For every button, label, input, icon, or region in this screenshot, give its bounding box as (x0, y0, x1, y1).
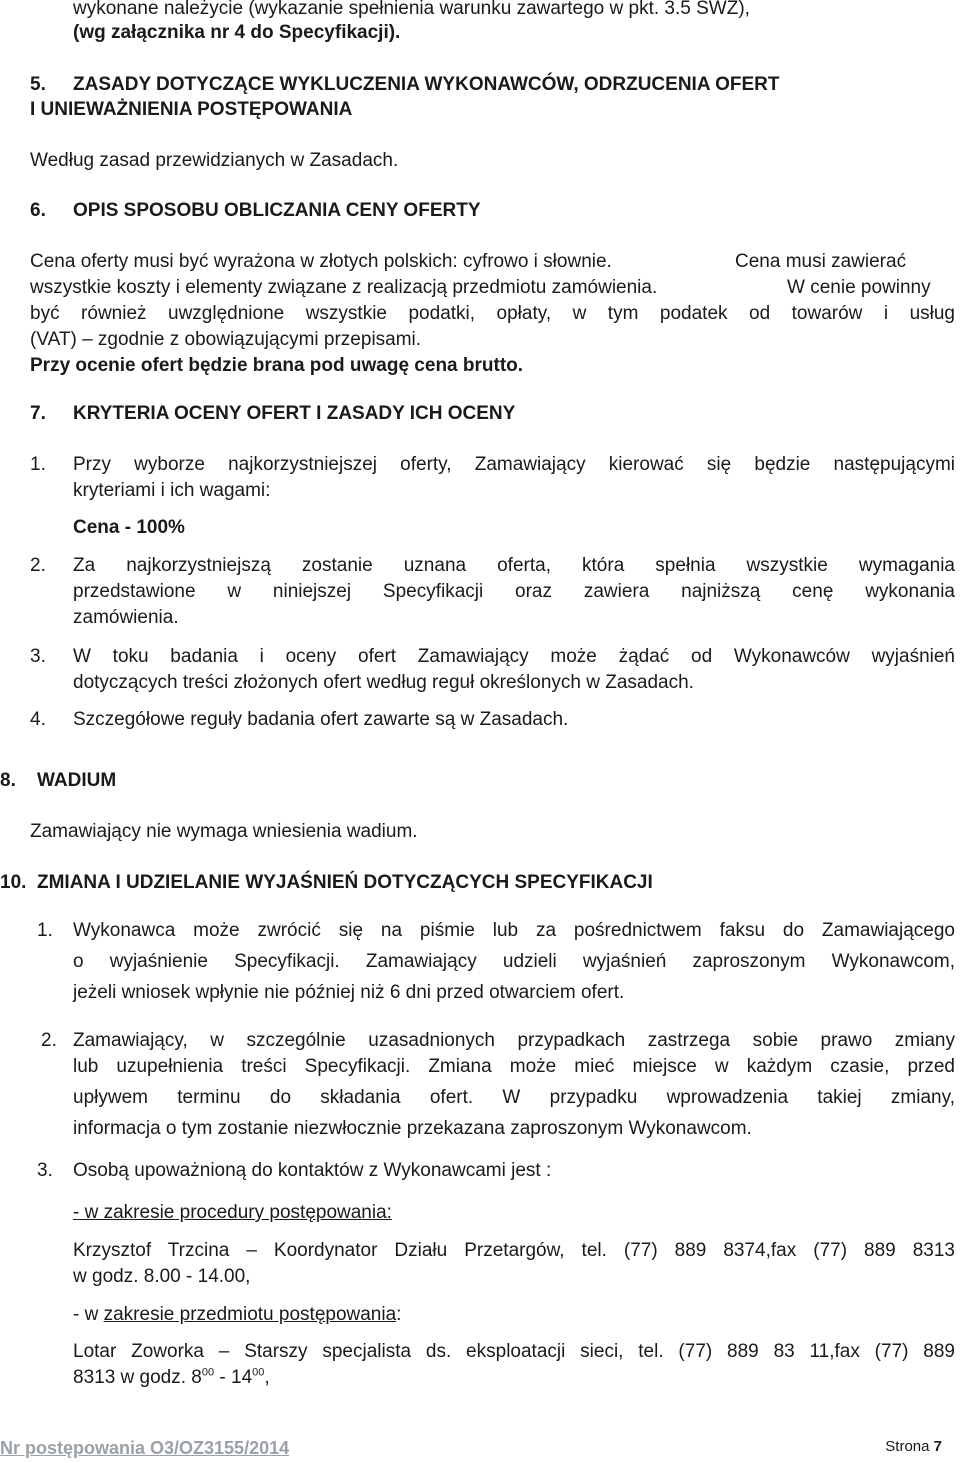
contact-subject-sup-2: 00 (252, 1366, 265, 1379)
section-5-text: Według zasad przewidzianych w Zasadach. (30, 150, 399, 171)
contact-subject-heading (73, 1304, 401, 1326)
section-10-item-3-number: 3. (37, 1160, 53, 1181)
intro-line-2: (wg załącznika nr 4 do Specyfikacji). (73, 22, 401, 43)
section-10-item-2-line-4: informacja o tym zostanie niezwłocznie przekazana zaproszonym Wykonawcom. (73, 1118, 752, 1139)
contact-subject-line-1: Lotar Zoworka – Starszy specjalista ds. eksploatacji sieci, tel. (77) 889 83 11,fax (77) 889 (73, 1341, 955, 1362)
section-7-item-3-number: 3. (30, 646, 46, 667)
contact-subject-hours-b: - 14 (214, 1367, 253, 1388)
section-7-title: KRYTERIA OCENY OFERT I ZASADY ICH OCENY (73, 403, 516, 424)
footer-page-label: Strona (885, 1438, 930, 1455)
section-7-item-4-line-1: Szczegółowe reguły badania ofert zawarte są w Zasadach. (73, 709, 569, 730)
footer-page (885, 1438, 942, 1455)
section-7-item-3-line-2: dotyczących treści złożonych ofert według reguł określonych w Zasadach. (73, 672, 694, 693)
contact-procedure-line-1: Krzysztof Trzcina – Koordynator Działu Przetargów, tel. (77) 889 8374,fax (77) 889 8313 (73, 1240, 955, 1261)
contact-subject-line-2 (73, 1367, 270, 1389)
section-10-item-1-number: 1. (37, 920, 53, 941)
section-7-item-1-line-2: kryteriami i ich wagami: (73, 480, 271, 501)
section-5-number: 5. (30, 74, 46, 95)
section-5-title-line-2: I UNIEWAŻNIENIA POSTĘPOWANIA (30, 99, 353, 120)
section-6-para-2-start: Cena musi zawierać (735, 251, 907, 272)
section-10-item-3-line-1: Osobą upoważnioną do kontaktów z Wykonawcami jest : (73, 1160, 552, 1181)
section-10-item-2-line-1: Zamawiający, w szczególnie uzasadnionych przypadkach zastrzega sobie prawo zmiany (73, 1030, 955, 1051)
section-7-item-2-line-3: zamówienia. (73, 607, 179, 628)
section-8-number: 8. (0, 770, 16, 791)
section-10-title: ZMIANA I UDZIELANIE WYJAŚNIEŃ DOTYCZĄCYCH SPECYFIKACJI (37, 872, 653, 893)
contact-subject-hours-a: 8313 w godz. 8 (73, 1367, 202, 1388)
section-7-item-1-number: 1. (30, 454, 46, 475)
section-6-para-3-start: W cenie powinny (787, 277, 931, 298)
section-6-title: OPIS SPOSOBU OBLICZANIA CENY OFERTY (73, 200, 481, 221)
section-7-item-3-line-1: W toku badania i oceny ofert Zamawiający może żądać od Wykonawców wyjaśnień (73, 646, 955, 667)
contact-subject-colon: : (396, 1304, 402, 1325)
contact-subject-heading-underlined: zakresie przedmiotu postępowania (103, 1304, 397, 1325)
contact-subject-sup-1: 00 (201, 1366, 215, 1379)
contact-procedure-heading: - w zakresie procedury postępowania: (73, 1202, 392, 1223)
section-6-number: 6. (30, 200, 46, 221)
section-6-para-1: Cena oferty musi być wyrażona w złotych polskich: cyfrowo i słownie. (30, 251, 612, 272)
section-6-bold-note: Przy ocenie ofert będzie brana pod uwagę cena brutto. (30, 355, 524, 376)
section-7-item-1-line-1: Przy wyborze najkorzystniejszej oferty, Zamawiający kierować się będzie następującymi (73, 454, 955, 475)
section-8-title: WADIUM (37, 770, 117, 791)
section-6-line-5: (VAT) – zgodnie z obowiązującymi przepisami. (30, 329, 422, 350)
section-10-item-1-line-3: jeżeli wniosek wpłynie nie później niż 6 dni przed otwarciem ofert. (73, 982, 625, 1003)
section-7-item-2-number: 2. (30, 555, 46, 576)
section-10-item-1-line-2: o wyjaśnienie Specyfikacji. Zamawiający udzieli wyjaśnień zaproszonym Wykonawcom, (73, 951, 955, 972)
section-7-item-4-number: 4. (30, 709, 46, 730)
section-10-item-2-number: 2. (41, 1030, 57, 1051)
section-7-item-2-line-2: przedstawione w niniejszej Specyfikacji oraz zawiera najniższą cenę wykonania (73, 581, 955, 602)
section-6-line-3: wszystkie koszty i elementy związane z realizacją przedmiotu zamówienia. (30, 277, 658, 298)
contact-procedure-line-2: w godz. 8.00 - 14.00, (73, 1266, 251, 1287)
section-8-text: Zamawiający nie wymaga wniesienia wadium. (30, 821, 418, 842)
section-5-title-line-1: ZASADY DOTYCZĄCE WYKLUCZENIA WYKONAWCÓW, ODRZUCENIA OFERT (73, 74, 780, 95)
contact-subject-hours-c: , (264, 1367, 270, 1388)
footer-reference: Nr postępowania O3/OZ3155/2014 (0, 1438, 290, 1458)
section-10-item-2-line-2: lub uzupełnienia treści Specyfikacji. Zmiana może mieć miejsce w każdym czasie, przed (73, 1056, 955, 1077)
section-10-number: 10. (0, 872, 27, 893)
section-7-number: 7. (30, 403, 46, 424)
footer-page-number: 7 (933, 1438, 942, 1455)
intro-line-1: wykonane należycie (wykazanie spełnienia warunku zawartego w pkt. 3.5 SWZ), (73, 0, 750, 19)
criterion-price-weight: Cena - 100% (73, 517, 185, 538)
section-10-item-1-line-1: Wykonawca może zwrócić się na piśmie lub za pośrednictwem faksu do Zamawiającego (73, 920, 955, 941)
section-6-line-4: być również uwzględnione wszystkie podatki, opłaty, w tym podatek od towarów i usług (30, 303, 955, 324)
section-10-item-2-line-3: upływem terminu do składania ofert. W przypadku wprowadzenia takiej zmiany, (73, 1087, 955, 1108)
contact-subject-dash: - w (73, 1304, 104, 1325)
section-7-item-2-line-1: Za najkorzystniejszą zostanie uznana oferta, która spełnia wszystkie wymagania (73, 555, 955, 576)
